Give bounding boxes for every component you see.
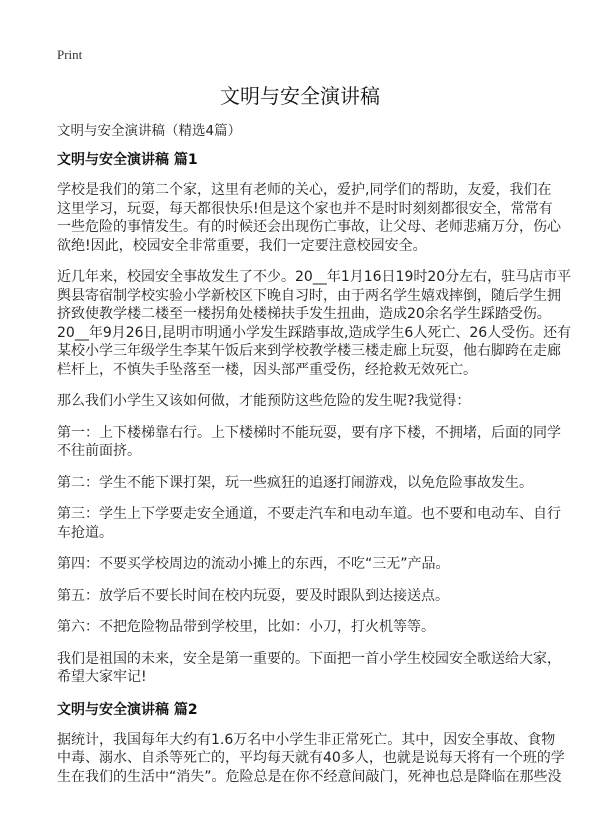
- paragraph: [57, 474, 577, 493]
- text-line: 第二：学生不能下课打架，玩一些疯狂的追逐打闹游戏，以免危险事故发生。: [57, 474, 533, 491]
- document-subtitle: 文明与安全演讲稿（精选4篇）: [57, 123, 242, 139]
- text-line: 这里学习，玩耍，每天都很快乐!但是这个家也并不是时时刻刻都很安全，常常有: [57, 200, 553, 217]
- paragraph: [57, 392, 577, 411]
- text-line: 欲绝!因此，校园安全非常重要，我们一定要注意校园安全。: [57, 237, 427, 254]
- text-line: 希望大家牢记!: [57, 669, 147, 685]
- text-line: 据统计，我国每年大约有1.6万名中小学生非正常死亡。其中，因安全事故、食物: [57, 731, 556, 748]
- text-line: 不往前面挤。: [57, 443, 141, 459]
- text-line: 第五：放学后不要长时间在校内玩耍，要及时跟队到达接送点。: [57, 587, 449, 604]
- paragraph: [57, 587, 577, 606]
- text-line: 第三：学生上下学要走安全通道，不要走汽车和电动车道。也不要和电动车、自行: [57, 506, 561, 522]
- paragraph: [57, 731, 577, 787]
- paragraph: [57, 618, 577, 637]
- section-heading: 文明与安全演讲稿 篇2: [57, 701, 198, 718]
- section-heading: 文明与安全演讲稿 篇1: [57, 152, 198, 168]
- paragraph: [57, 268, 577, 379]
- text-line: 我们是祖国的未来，安全是第一重要的。下面把一首小学生校园安全歌送给大家，: [57, 650, 561, 667]
- paragraph: [57, 555, 577, 574]
- text-line: 某校小学三年级学生李某午饭后来到学校教学楼三楼走廊上玩耍，他右脚跨在走廊: [57, 343, 561, 359]
- text-line: 挤致使教学楼二楼至一楼拐角处楼梯扶手发生扭曲，造成20余名学生踩踏受伤。: [57, 306, 551, 322]
- text-line: 近几年来，校园安全事故发生了不少。20__年1月16日19时20分左右，驻马店市平: [57, 269, 572, 285]
- print-link[interactable]: Print: [57, 47, 83, 62]
- text-line: 20__年9月26日,昆明市明通小学发生踩踏事故,造成学生6人死亡、26人受伤。还有: [57, 324, 572, 341]
- paragraph: [57, 650, 577, 687]
- text-line: 栏杆上，不慎失手坠落至一楼，因头部严重受伤，经抢救无效死亡。: [57, 361, 477, 378]
- text-line: 车抢道。: [57, 524, 113, 541]
- document-body: [57, 150, 577, 799]
- text-line: 第六：不把危险物品带到学校里，比如：小刀，打火机等等。: [57, 619, 435, 635]
- paragraph: [57, 181, 577, 255]
- text-line: 舆县寄宿制学校实验小学新校区下晚自习时，由于两名学生嬉戏摔倒，随后学生拥: [57, 287, 561, 304]
- document-title: 文明与安全演讲稿: [220, 84, 380, 108]
- paragraph: [57, 505, 577, 542]
- paragraph: [57, 424, 577, 461]
- text-line: 中毒、溺水、自杀等死亡的，平均每天就有40多人，也就是说每天将有一个班的学: [57, 750, 565, 766]
- text-line: 那么我们小学生又该如何做，才能预防这些危险的发生呢?我觉得：: [57, 393, 471, 409]
- text-line: 生在我们的生活中“消失”。危险总是在你不经意间敲门，死神也总是降临在那些没: [57, 768, 562, 785]
- text-line: 一些危险的事情发生。有的时候还会出现伤亡事故，让父母、老师悲痛万分，伤心: [57, 219, 561, 235]
- text-line: 第一：上下楼梯靠右行。上下楼梯时不能玩耍，要有序下楼，不拥堵，后面的同学: [57, 424, 561, 441]
- text-line: 第四：不要买学校周边的流动小摊上的东西，不吃“三无”产品。: [57, 556, 450, 572]
- text-line: 学校是我们的第二个家，这里有老师的关心，爱护,同学们的帮助，友爱，我们在: [57, 182, 552, 198]
